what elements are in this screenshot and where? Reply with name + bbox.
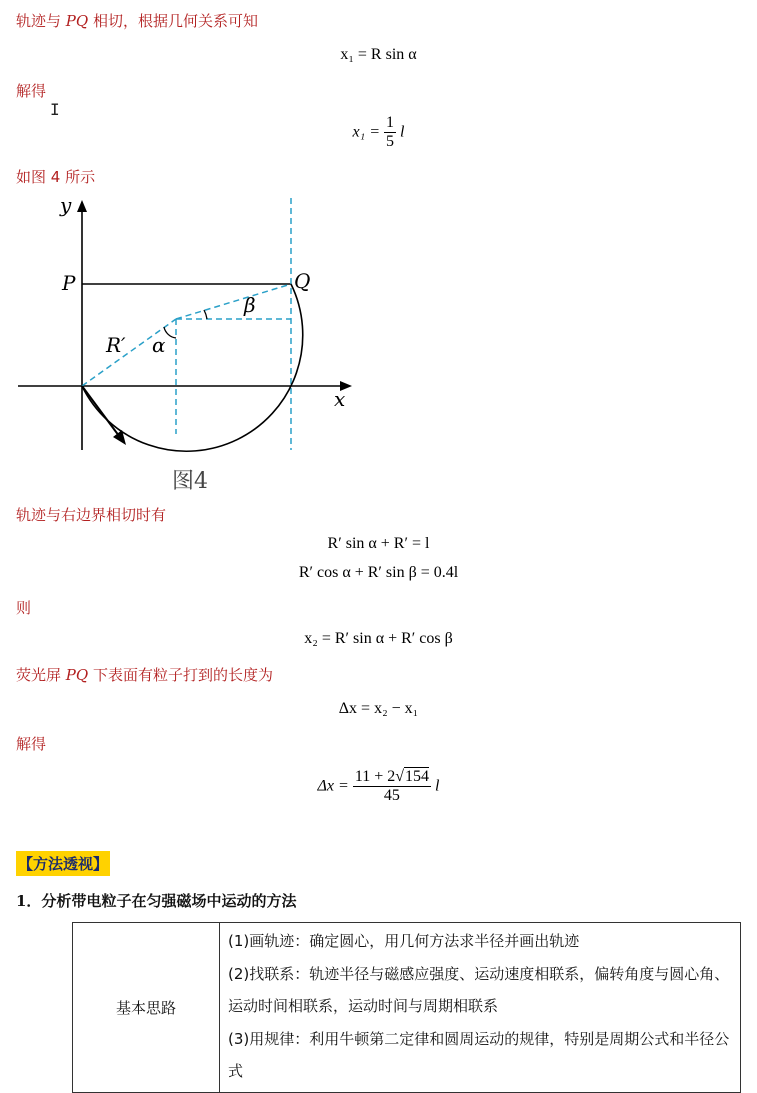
figure-caption: 图4 bbox=[172, 469, 208, 494]
label-beta: β bbox=[244, 293, 256, 317]
section-heading: 1．分析带电粒子在匀强磁场中运动的方法 bbox=[16, 892, 297, 910]
label-x: x bbox=[334, 387, 346, 411]
equation-3: R′ sin α + R′ = l bbox=[327, 535, 430, 552]
text-line-solve-1: 解得 bbox=[16, 82, 47, 100]
label-p: P bbox=[62, 271, 76, 295]
sqrt-icon: √ bbox=[395, 768, 405, 785]
eq-left: x₁ = bbox=[352, 123, 380, 141]
equation-5: x₂ = R′ sin α + R′ cos β bbox=[304, 630, 453, 647]
figure-4-diagram bbox=[14, 192, 359, 497]
eq-right: l bbox=[400, 123, 405, 141]
label-y: y bbox=[60, 193, 72, 217]
text-line-figure-ref: 如图 4 所示 bbox=[16, 168, 96, 186]
method-section-title: 【方法透视】 bbox=[16, 851, 110, 876]
table-item-2: (2)找联系：轨迹半径与磁感应强度、运动速度相联系，偏转角度与圆心角、运动时间相联系，运动时间与周期相联系 bbox=[228, 964, 730, 1015]
beta-angle-arc bbox=[204, 310, 207, 319]
fraction-denominator: 45 bbox=[383, 787, 400, 805]
text-line-right-boundary: 轨迹与右边界相切时有 bbox=[16, 506, 167, 524]
fraction bbox=[353, 768, 431, 806]
text-fragment: 荧光屏 bbox=[16, 666, 66, 684]
numerator-part: 11 + 2 bbox=[354, 768, 396, 785]
pq-label: PQ bbox=[65, 12, 89, 30]
trajectory-arc bbox=[82, 284, 303, 451]
label-alpha: α bbox=[152, 333, 166, 357]
table-item-3: (3)用规律：利用牛顿第二定律和圆周运动的规律，特别是周期公式和半径公式 bbox=[228, 1029, 730, 1080]
text-line-then: 则 bbox=[16, 599, 32, 617]
fraction-denominator: 5 bbox=[386, 133, 394, 151]
equation-7-fraction bbox=[0, 768, 757, 806]
text-line-solve-2: 解得 bbox=[16, 735, 47, 753]
pq-label: PQ bbox=[65, 666, 89, 684]
fraction bbox=[384, 114, 396, 152]
fraction-numerator: 1 bbox=[384, 114, 396, 133]
table-label-cell: 基本思路 bbox=[73, 923, 220, 1093]
equation-x1-fraction bbox=[0, 114, 757, 152]
table-item-1: (1)画轨迹：确定圆心，用几何方法求半径并画出轨迹 bbox=[228, 932, 580, 950]
text-fragment: 轨迹与 bbox=[16, 12, 66, 30]
table-content-cell bbox=[220, 923, 741, 1093]
eq-left: Δx = bbox=[317, 777, 349, 795]
text-fragment: 下表面有粒子打到的长度为 bbox=[88, 666, 273, 684]
eq-right: l bbox=[435, 777, 440, 795]
label-r-prime: R′ bbox=[106, 333, 126, 357]
equation-x1: x₁ = R sin α bbox=[340, 46, 417, 63]
fraction-numerator bbox=[353, 768, 431, 787]
table-row bbox=[73, 923, 741, 1093]
alpha-angle-arc bbox=[164, 327, 176, 338]
equation-4: R′ cos α + R′ sin β = 0.4l bbox=[298, 564, 459, 581]
text-line-screen-length bbox=[16, 664, 273, 685]
label-q: Q bbox=[294, 269, 311, 293]
text-line-tangent-pq bbox=[16, 10, 258, 31]
velocity-vector bbox=[82, 386, 122, 440]
method-table bbox=[72, 922, 741, 1093]
text-cursor-icon: I bbox=[50, 100, 60, 119]
equation-6: Δx = x₂ − x₁ bbox=[338, 700, 419, 717]
sqrt-radicand: 154 bbox=[405, 768, 430, 785]
text-fragment: 相切，根据几何关系可知 bbox=[88, 12, 258, 30]
radius-to-q bbox=[176, 284, 291, 319]
y-axis-arrow-icon bbox=[77, 200, 87, 212]
